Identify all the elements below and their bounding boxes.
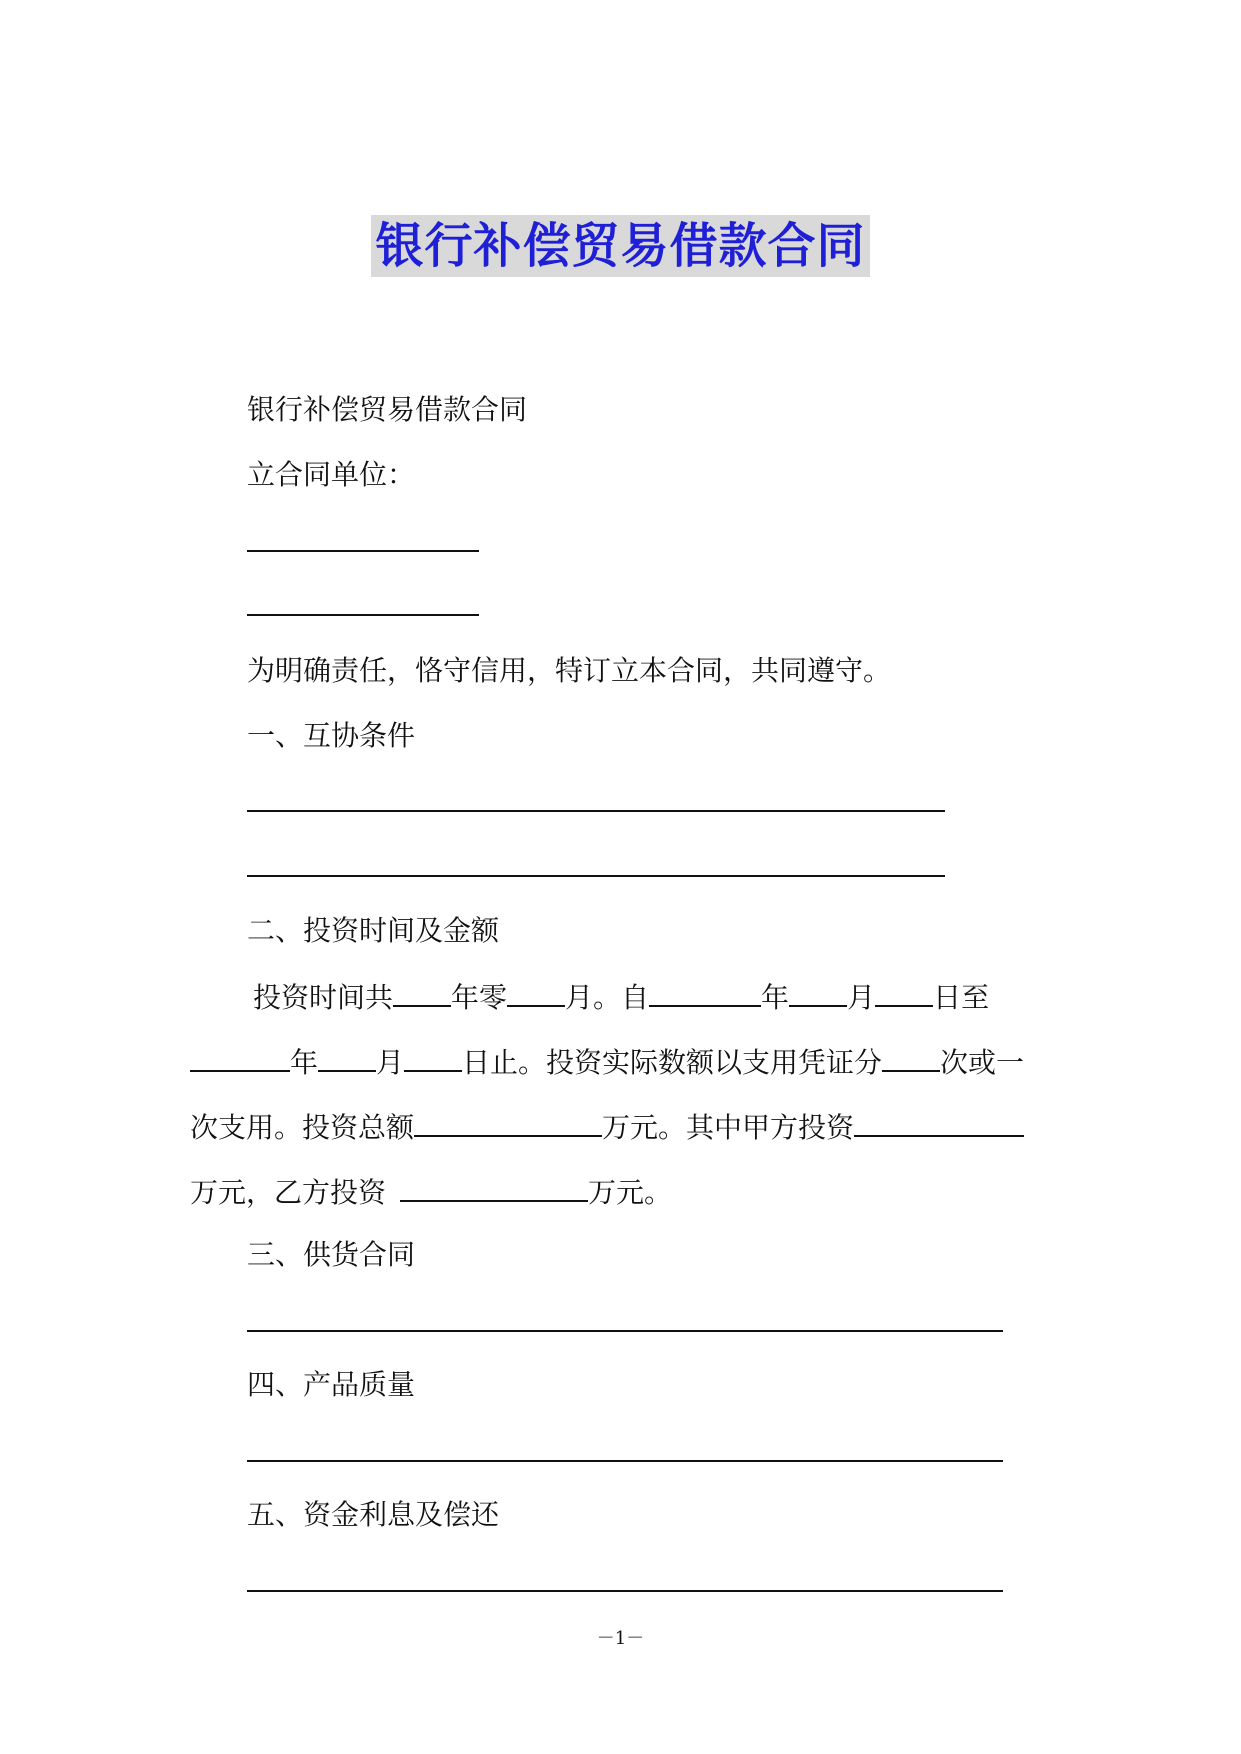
party-a-investment-blank[interactable]	[854, 1109, 1024, 1137]
text-segment: 月	[376, 1046, 405, 1079]
intro-paragraph: 为明确责任，恪守信用，特订立本合同，共同遵守。	[247, 654, 892, 687]
section-5-heading: 五、资金利息及偿还	[247, 1498, 500, 1531]
text-segment: 投资时间共	[253, 981, 394, 1014]
text-segment: 万元。	[588, 1176, 673, 1209]
section-1-heading: 一、互协条件	[247, 719, 416, 752]
section-3-blank-line[interactable]	[247, 1330, 1003, 1332]
text-segment: 日止。投资实际数额以支用凭证分	[462, 1046, 883, 1079]
section-2-line-2	[190, 1044, 1024, 1080]
text-segment: 月	[847, 981, 876, 1014]
section-5-blank-line[interactable]	[247, 1590, 1003, 1592]
text-segment: 年零	[451, 981, 508, 1014]
text-segment: 次支用。投资总额	[190, 1111, 415, 1144]
text-segment: 月。自	[565, 981, 650, 1014]
end-day-blank[interactable]	[404, 1044, 462, 1072]
parties-label: 立合同单位：	[247, 458, 416, 491]
party-a-blank[interactable]	[247, 550, 479, 552]
section-3-heading: 三、供货合同	[247, 1238, 416, 1271]
installments-blank[interactable]	[882, 1044, 940, 1072]
months-blank[interactable]	[507, 979, 565, 1007]
section-1-blank-line-1[interactable]	[247, 810, 945, 812]
document-title: 银行补偿贸易借款合同	[371, 215, 869, 277]
section-4-heading: 四、产品质量	[247, 1368, 416, 1401]
start-day-blank[interactable]	[875, 979, 933, 1007]
text-segment: 年	[290, 1046, 319, 1079]
party-b-blank[interactable]	[247, 614, 479, 616]
text-segment: 万元。其中甲方投资	[602, 1111, 855, 1144]
total-investment-blank[interactable]	[414, 1109, 602, 1137]
title-container	[0, 215, 1241, 277]
page-number: －1－	[596, 1628, 645, 1649]
section-2-line-1	[253, 979, 989, 1015]
years-blank[interactable]	[393, 979, 451, 1007]
end-year-blank[interactable]	[190, 1044, 290, 1072]
start-year-blank[interactable]	[649, 979, 761, 1007]
text-segment: 万元，乙方投资	[190, 1176, 387, 1209]
party-b-investment-blank[interactable]	[400, 1174, 588, 1202]
text-segment: 年	[761, 981, 790, 1014]
section-4-blank-line[interactable]	[247, 1460, 1003, 1462]
section-1-blank-line-2[interactable]	[247, 875, 945, 877]
text-segment: 次或一	[940, 1046, 1025, 1079]
section-2-line-4	[190, 1174, 672, 1210]
document-heading: 银行补偿贸易借款合同	[247, 393, 528, 426]
start-month-blank[interactable]	[789, 979, 847, 1007]
section-2-heading: 二、投资时间及金额	[247, 914, 500, 947]
text-segment: 日至	[933, 981, 990, 1014]
end-month-blank[interactable]	[318, 1044, 376, 1072]
section-2-line-3	[190, 1109, 1024, 1145]
